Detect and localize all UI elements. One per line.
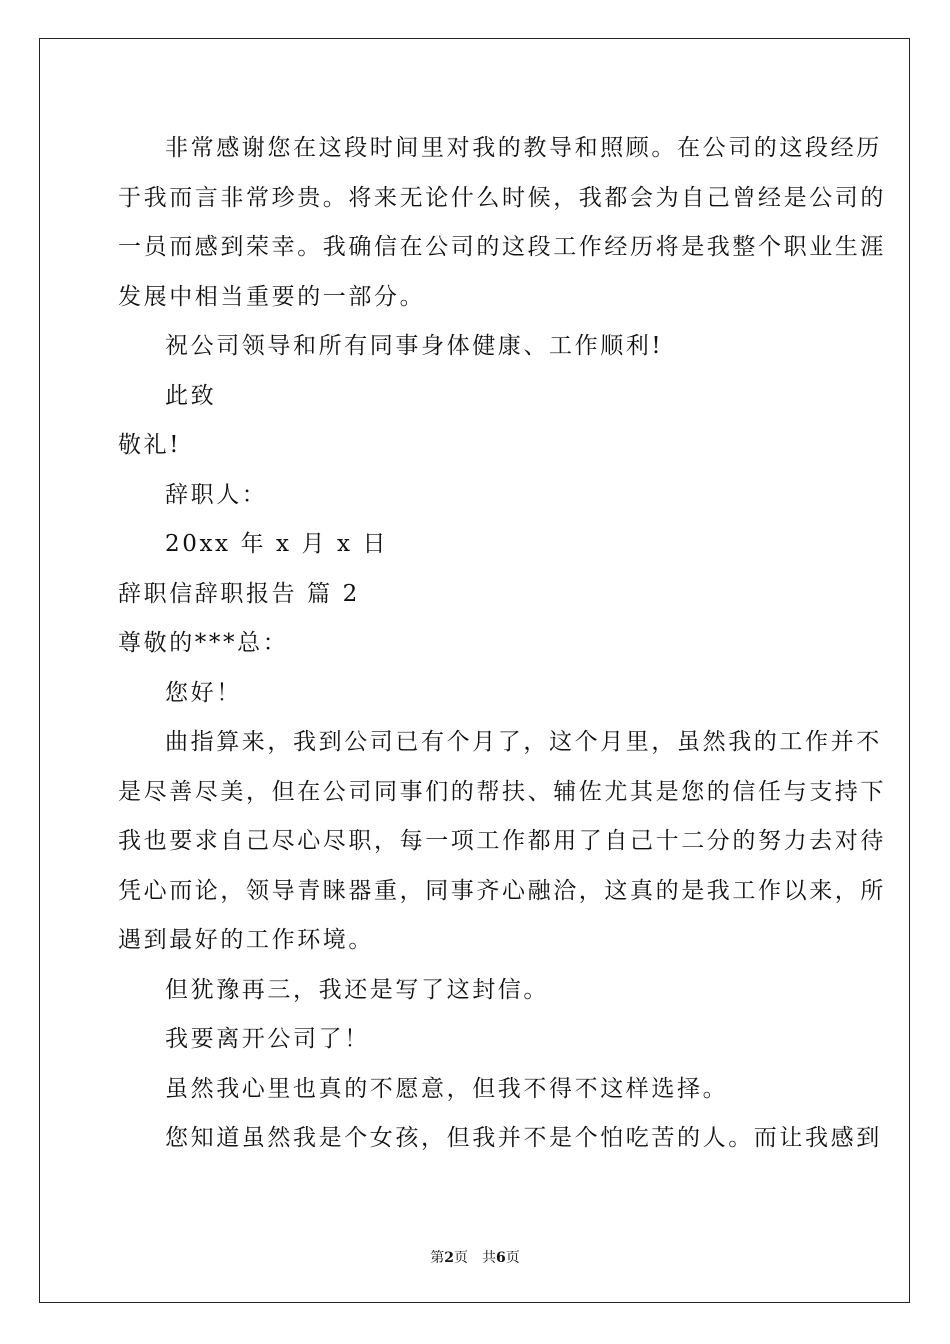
closing-regards: 敬礼! [118, 432, 182, 458]
paragraph-line: 您知道虽然我是个女孩，但我并不是个怕吃苦的人。而让我感到 [165, 1125, 882, 1151]
section-heading: 辞职信辞职报告 篇 2 [118, 580, 360, 607]
paragraph-line: 但犹豫再三，我还是写了这封信。 [165, 976, 549, 1003]
paragraph-line: 是尽善尽美，但在公司同事们的帮扶、辅佐尤其是您的信任与支持下 [118, 778, 886, 805]
paragraph-line: 您好！ [165, 679, 242, 706]
signature-label: 辞职人： [165, 481, 268, 508]
paragraph-line: 我也要求自己尽心尽职，每一项工作都用了自己十二分的努力去对待 [118, 828, 886, 854]
document-body [118, 124, 886, 1164]
total-prefix: 共 [482, 1250, 496, 1266]
paragraph-line: 祝公司领导和所有同事身体健康、工作顺利! [165, 333, 664, 359]
paragraph-line: 遇到最好的工作环境。 [118, 927, 374, 953]
paragraph-line: 虽然我心里也真的不愿意，但我不得不这样选择。 [165, 1075, 729, 1102]
total-suffix: 页 [505, 1250, 520, 1266]
page-prefix: 第 [430, 1250, 445, 1266]
page-footer [0, 1247, 950, 1267]
paragraph-line: 非常感谢您在这段时间里对我的教导和照顾。在公司的这段经历 [165, 135, 882, 161]
paragraph-line: 曲指算来，我到公司已有个月了，这个月里，虽然我的工作并不 [165, 729, 882, 755]
page-suffix: 页 [454, 1250, 468, 1266]
page-number: 2 [444, 1250, 454, 1266]
closing-salutation: 此致 [165, 382, 217, 409]
paragraph-line: 凭心而论，领导青睐器重，同事齐心融洽，这真的是我工作以来，所 [118, 877, 886, 904]
paragraph-line: 一员而感到荣幸。我确信在公司的这段工作经历将是我整个职业生涯 [118, 234, 886, 260]
date-line: 20xx 年 x 月 x 日 [165, 531, 389, 557]
paragraph-line: 于我而言非常珍贵。将来无论什么时候，我都会为自己曾经是公司的 [118, 184, 886, 211]
paragraph-line: 发展中相当重要的一部分。 [118, 283, 426, 310]
paragraph-line: 我要离开公司了！ [165, 1026, 370, 1052]
letter-greeting: 尊敬的***总： [118, 630, 289, 656]
total-pages: 6 [496, 1250, 506, 1266]
